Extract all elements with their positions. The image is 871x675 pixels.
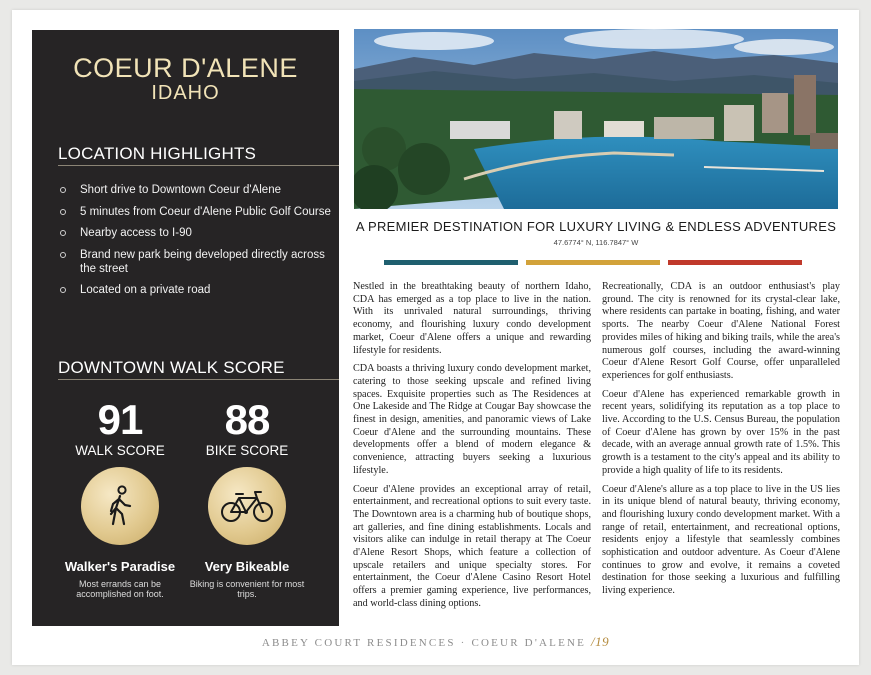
city-lake-photo xyxy=(354,29,838,209)
bike-score-value: 88 xyxy=(224,396,270,443)
paragraph: Coeur d'Alene provides an exceptional array of retail, entertainment, and recreational options to suit every taste. The Downtown area is a charming hub of boutique shops, art galleries, and fine dining establishments. Locals and visitors alike can indulge in retail therapy at The Coeur d'Alene Resort Shops, which feature a collection of upscale retailers and unique specialty stores. For entertainment, the Coeur d'Alene Casino Resort Hotel offers a premier gaming experience, live performances, and world-class dining options. xyxy=(353,483,591,609)
accent-bar-teal xyxy=(384,260,518,265)
bike-score-badge xyxy=(208,467,286,545)
highlights-list xyxy=(58,183,333,305)
page-footer xyxy=(12,634,859,650)
walk-score-badge xyxy=(81,467,159,545)
accent-bar-gold xyxy=(526,260,660,265)
walker-icon xyxy=(103,485,137,527)
highlights-heading: LOCATION HIGHLIGHTS xyxy=(58,144,257,163)
paragraph: Coeur d'Alene has experienced remarkable growth in recent years, solidifying its reputation as a top place to live. According to the U.S. Census Bureau, the population of Coeur d'Alene has grown by over 15% in the past decade, with an average annual growth rate of 1.5%. This growth is a testament to the city's appeal and its ability to provide a high quality of life to its residents. xyxy=(602,388,840,476)
highlights-divider xyxy=(58,165,339,166)
footer-property-name: ABBEY COURT RESIDENCES xyxy=(261,637,456,649)
walk-score-divider xyxy=(58,379,339,380)
city-lake-illustration xyxy=(354,29,838,209)
bike-score-block xyxy=(187,398,307,599)
paragraph: Coeur d'Alene's allure as a top place to live in the US lies in its unique blend of natural beauty, thriving economy, and flourishing luxury condo development market. With a range of retail, entertainment, and recreational options, residents enjoy a lifestyle that seamlessly combines sophistication and outdoor adventure. As Coeur d'Alene continues to grow and evolve, it remains a coveted destination for those seeking a luxurious and fulfilling living experience. xyxy=(602,483,840,597)
accent-bar-red xyxy=(668,260,802,265)
list-item: 5 minutes from Coeur d'Alene Public Golf Course xyxy=(58,205,333,219)
paragraph: CDA boasts a thriving luxury condo development market, catering to those seeking upscale and refined living spaces. Exquisite properties such as The Residences at One Lakeside and The Ridge at Cougar Bay showcase the finest in design, amenities, and panoramic views of Lake Coeur d'Alene and the surrounding mountains. These developments offer a blend of modern elegance & convenience, attracting buyers seeking a luxurious lifestyle. xyxy=(353,363,591,476)
footer-city: COEUR D'ALENE xyxy=(471,637,587,649)
city-title: COEUR D'ALENE xyxy=(73,53,298,83)
bike-score-title: Very Bikeable xyxy=(204,559,290,574)
walk-score-value: 91 xyxy=(97,396,143,443)
walk-score-description: Most errands can be accomplished on foot. xyxy=(76,579,164,599)
coordinates: 47.6774° N, 116.7847° W xyxy=(553,238,639,247)
body-column-right xyxy=(602,281,840,604)
headline: A PREMIER DESTINATION FOR LUXURY LIVING & ENDLESS ADVENTURES xyxy=(355,219,837,234)
list-item: Located on a private road xyxy=(58,283,333,297)
walk-score-title: Walker's Paradise xyxy=(64,559,176,574)
page-number: /19 xyxy=(591,634,610,649)
list-item: Short drive to Downtown Coeur d'Alene xyxy=(58,183,333,197)
list-item: Brand new park being developed directly across the street xyxy=(58,248,333,276)
bike-score-label: BIKE SCORE xyxy=(205,443,289,458)
state-title: IDAHO xyxy=(151,82,220,104)
bicycle-icon xyxy=(219,488,275,524)
paragraph: Nestled in the breathtaking beauty of northern Idaho, CDA has emerged as a top place to live in the nation. With its unrivaled natural surroundings, thriving economy, and flourishing luxury condo development market, Coeur d'Alene offers a unique and rewarding lifestyle for residents. xyxy=(353,281,591,356)
walk-score-heading: DOWNTOWN WALK SCORE xyxy=(58,358,285,377)
list-item: Nearby access to I-90 xyxy=(58,226,333,240)
sidebar-panel xyxy=(32,30,339,626)
walk-score-block xyxy=(60,398,180,599)
body-column-left xyxy=(353,281,591,617)
paragraph: Recreationally, CDA is an outdoor enthusiast's play ground. The city is renowned for its crystal-clear lake, where residents can partake in boating, fishing, and water sports. The nearby Coeur d'Alene National Forest provides miles of hiking and biking trails, while the area's numerous golf courses, including the award-winning Coeur d'Alene Resort Golf Course, offer unparalleled experiences for golf enthusiasts. xyxy=(602,281,840,381)
bike-score-description: Biking is convenient for most trips. xyxy=(189,579,305,599)
footer-separator: · xyxy=(460,637,467,649)
brochure-page xyxy=(12,10,859,665)
walk-score-label: WALK SCORE xyxy=(75,443,165,458)
